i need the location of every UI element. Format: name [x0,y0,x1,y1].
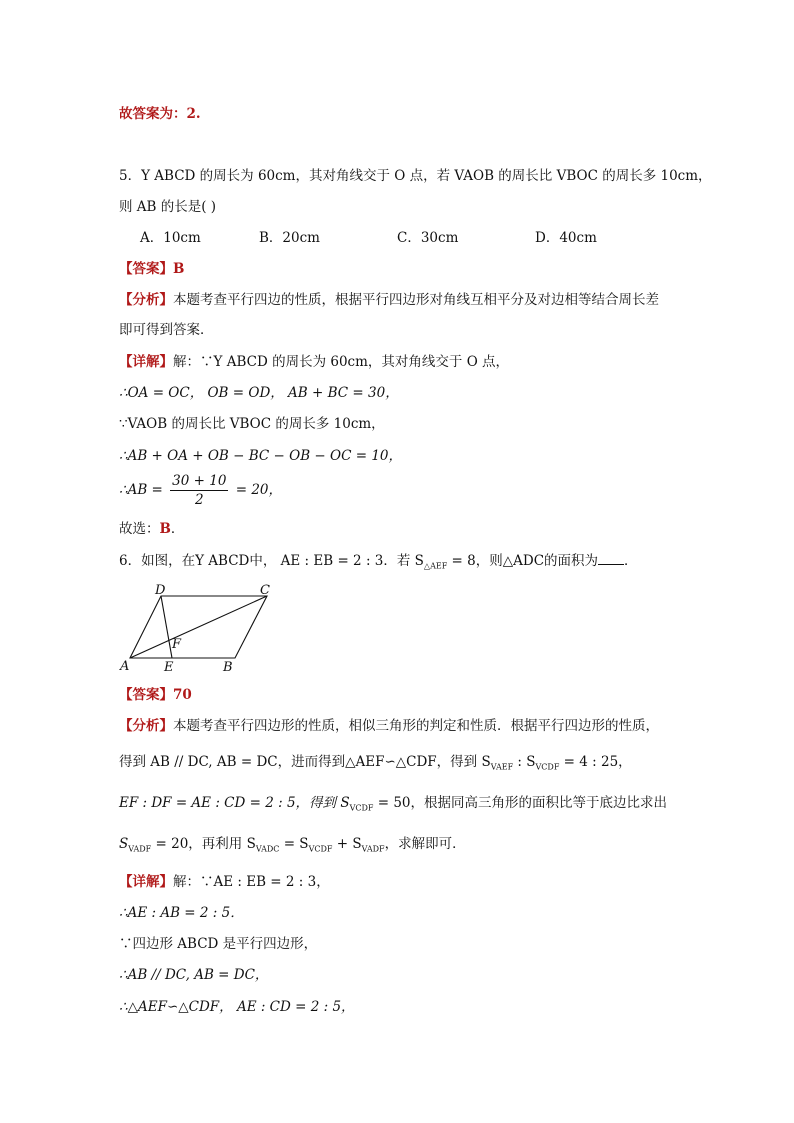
q5-final-end: ． [170,521,185,537]
q5-analysis-tag: 【分析】 [119,292,173,308]
q6-stem-sub: △AEF [423,561,448,571]
q5-detail-line2: ∴OA = OC， OB = OD， AB + BC = 30， [119,385,399,401]
q6-analysis4-sub2: VADC [255,844,280,854]
q6-stem-line1 [119,550,638,577]
q6-stem-end: ． [624,553,638,569]
q6-analysis-text1: 本题考查平行四边形的性质，相似三角形的判定和性质．根据平行四边形的性质， [173,718,659,734]
q5-detail-line5 [119,472,282,509]
q5-option-c-letter: C． [397,230,421,246]
q5-detail-line5-suffix: = 20， [235,482,283,498]
q6-analysis2-sub2: VCDF [535,762,560,772]
q6-detail-line2: ∴AE : AB = 2 : 5． [119,905,244,921]
q5-answer-line [119,259,184,279]
q6-analysis3-a: EF : DF = AE : CD = 2 : 5，得到 S [119,795,350,811]
q6-answer-line [119,685,192,705]
q6-analysis2-sub1: VAEF [490,762,514,772]
q6-analysis-line1 [119,716,659,736]
label-d: D [155,583,166,598]
q6-parallelogram-figure [112,578,282,678]
q5-detail-line5-prefix: ∴AB = [119,482,163,498]
q6-answer-blank [598,550,624,565]
q6-analysis4-d: + S [332,836,362,852]
q5-option-d-letter: D． [535,230,560,246]
q5-detail-line4: ∴AB + OA + OB − BC − OB − OC = 10， [119,448,402,464]
q5-option-b [259,228,320,248]
q6-analysis-line2 [119,752,632,778]
q6-analysis3-sub: VCDF [349,803,374,813]
q5-fraction-denominator: 2 [195,492,204,508]
q5-answer-tag: 【答案】 [119,261,173,277]
q5-option-a [140,228,201,248]
q5-detail-text1: 解：∵Y ABCD 的周长为 60cm，其对角线交于 O 点， [173,354,510,370]
q6-analysis4-sub3: VCDF [308,844,333,854]
q6-analysis2-a: 得到 AB // DC, AB = DC，进而得到△AEF∽△CDF，得到 S [119,754,491,770]
q5-option-a-letter: A． [140,230,164,246]
q6-answer-tag: 【答案】 [119,687,173,703]
q6-detail-line3: ∵四边形 ABCD 是平行四边形， [119,936,318,952]
q6-analysis-line3 [119,793,667,819]
q5-option-b-text: 20cm [282,230,320,246]
label-c: C [260,583,270,598]
q5-detail-tag: 【详解】 [119,354,173,370]
q6-analysis2-c: = 4 : 25， [559,754,632,770]
q5-option-d-text: 40cm [559,230,597,246]
q5-detail-line3: ∵VAOB 的周长比 VBOC 的周长多 10cm， [119,416,385,432]
q5-option-d [535,228,597,248]
q6-analysis2-b: : S [513,754,536,770]
q5-option-a-text: 10cm [163,230,201,246]
q6-detail-line5: ∴△AEF∽△CDF， AE : CD = 2 : 5， [119,999,355,1015]
q5-answer-value: B [173,261,185,277]
q5-fraction [170,472,228,509]
q5-option-c-text: 30cm [420,230,459,246]
label-e: E [164,660,174,675]
segment-de [161,596,172,658]
q5-option-c [397,228,458,248]
q5-final-answer: B [159,521,171,537]
q6-analysis4-c: = S [279,836,309,852]
label-a: A [120,659,130,674]
q5-analysis-text1: 本题考查平行四边的性质，根据平行四边形对角线互相平分及对边相等结合周长差 [173,292,659,308]
q6-analysis-line4 [119,834,466,860]
q5-detail-line1 [119,352,509,372]
q6-analysis4-sub1: VADF [128,844,152,854]
q6-detail-line4: ∴AB // DC, AB = DC， [119,967,269,983]
q6-detail-tag: 【详解】 [119,874,173,890]
label-b: B [223,660,233,675]
q5-fraction-numerator: 30 + 10 [172,473,227,489]
diagonal-ac [130,596,267,658]
q6-stem-a: 6．如图，在Y ABCD中， AE : EB = 2 : 3．若 S [119,553,424,569]
q5-final-prefix: 故选： [119,521,160,537]
q5-option-b-letter: B． [259,230,283,246]
q6-analysis4-b: = 20，再利用 S [151,836,256,852]
q4-answer-end: . [195,106,201,122]
q6-analysis4-a: S [119,836,129,852]
q5-stem-line2: 则 AB 的长是( ) [119,199,217,215]
q5-analysis-line1 [119,290,659,310]
q6-analysis4-e: ，求解即可． [384,836,466,852]
q6-answer-value: 70 [173,687,192,703]
q5-stem-line1: 5．Y ABCD 的周长为 60cm，其对角线交于 O 点，若 VAOB 的周长比 VBOC 的周长多 10cm， [119,168,712,184]
q4-answer-prefix: 故答案为： [119,106,187,122]
q4-answer-value: 2 [186,106,196,122]
label-f: F [172,637,182,652]
q6-stem-b: = 8，则△ADC的面积为 [447,553,599,569]
q6-analysis4-sub4: VADF [361,844,385,854]
q5-analysis-line2: 即可得到答案． [119,322,214,338]
q6-detail-line1 [119,872,330,892]
q6-detail-text1: 解：∵AE : EB = 2 : 3， [173,874,330,890]
q4-answer-line [119,104,201,124]
q5-final-line [119,519,184,539]
q6-analysis3-b: = 50，根据同高三角形的面积比等于底边比求出 [373,795,668,811]
q6-analysis-tag: 【分析】 [119,718,173,734]
